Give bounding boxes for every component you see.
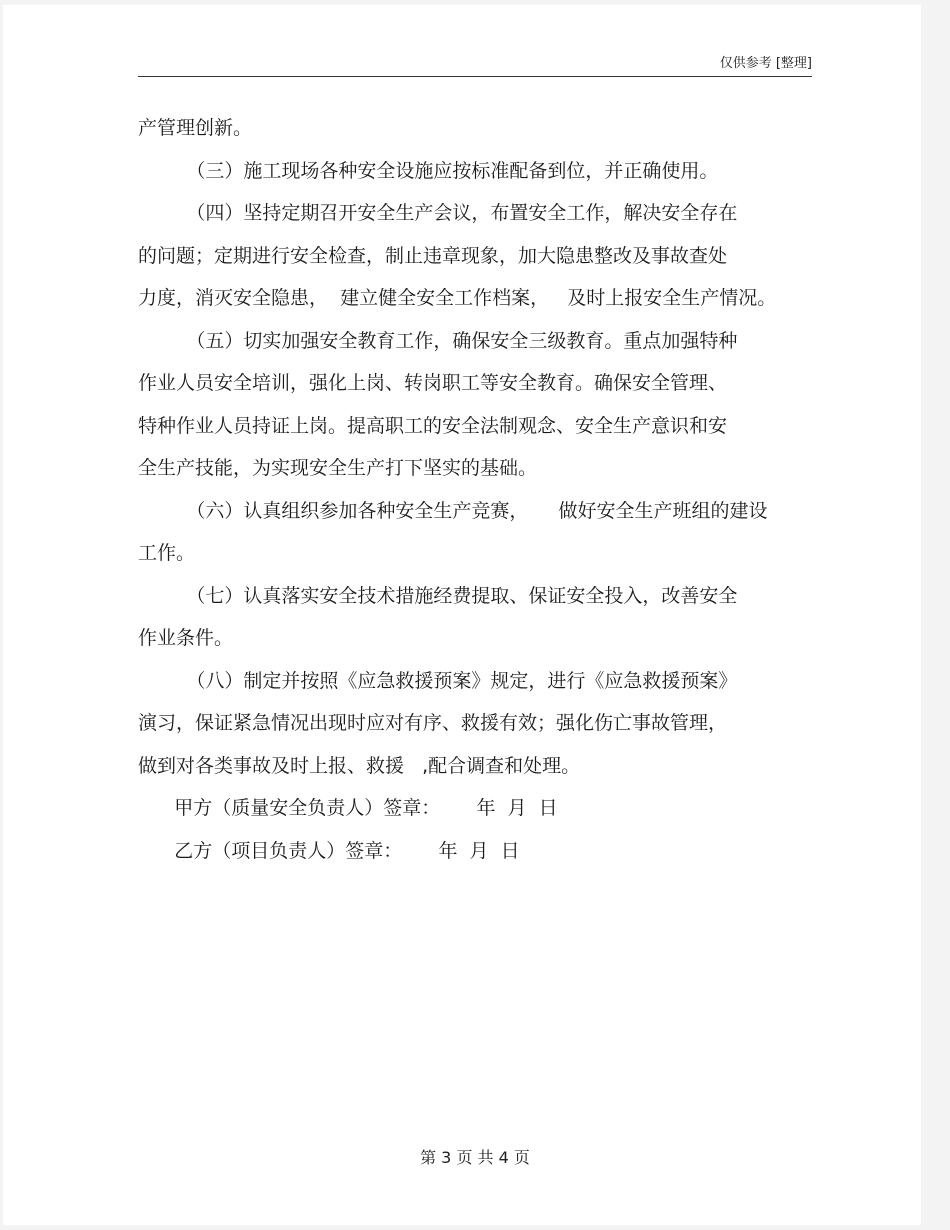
page-number: 第 3 页 共 4 页 [420, 1148, 530, 1167]
body-line: （八）制定并按照《应急救援预案》规定，进行《应急救援预案》 [138, 669, 738, 692]
signature-line-party-a: 甲方（质量安全负责人）签章： 年 月 日 [138, 797, 558, 819]
body-line: 的问题；定期进行安全检查，制止违章现象，加大隐患整改及事故查处 [138, 244, 728, 267]
body-line: （三）施工现场各种安全设施应按标准配备到位，并正确使用。 [138, 159, 719, 182]
body-line: 全生产技能，为实现安全生产打下坚实的基础。 [138, 457, 538, 479]
body-line: 作业人员安全培训，强化上岗、转岗职工等安全教育。确保安全管理、 [138, 372, 728, 394]
page-header: 仅供参考 [整理] [719, 56, 812, 71]
header-divider [138, 76, 812, 77]
body-line: 力度，消灭安全隐患， 建立健全安全工作档案， 及时上报安全生产情况。 [138, 287, 777, 309]
body-line: 工作。 [138, 542, 196, 564]
body-line: （五）切实加强安全教育工作，确保安全三级教育。重点加强特种 [138, 329, 738, 352]
body-line: 演习，保证紧急情况出现时应对有序、救援有效；强化伤亡事故管理， [138, 712, 728, 734]
body-line: （六）认真组织参加各种安全生产竞赛， 做好安全生产班组的建设 [138, 499, 768, 522]
body-line: 作业条件。 [138, 627, 234, 649]
body-line: （七）认真落实安全技术措施经费提取、保证安全投入，改善安全 [138, 584, 738, 607]
body-line: 特种作业人员持证上岗。提高职工的安全法制观念、安全生产意识和安 [138, 414, 728, 437]
signature-line-party-b: 乙方（项目负责人）签章： 年 月 日 [138, 839, 520, 862]
body-line: 产管理创新。 [138, 117, 253, 139]
body-line: （四）坚持定期召开安全生产会议，布置安全工作，解决安全存在 [138, 202, 738, 224]
body-line: 做到对各类事故及时上报、救援 ,配合调查和处理。 [138, 754, 581, 777]
document-body [138, 107, 818, 872]
